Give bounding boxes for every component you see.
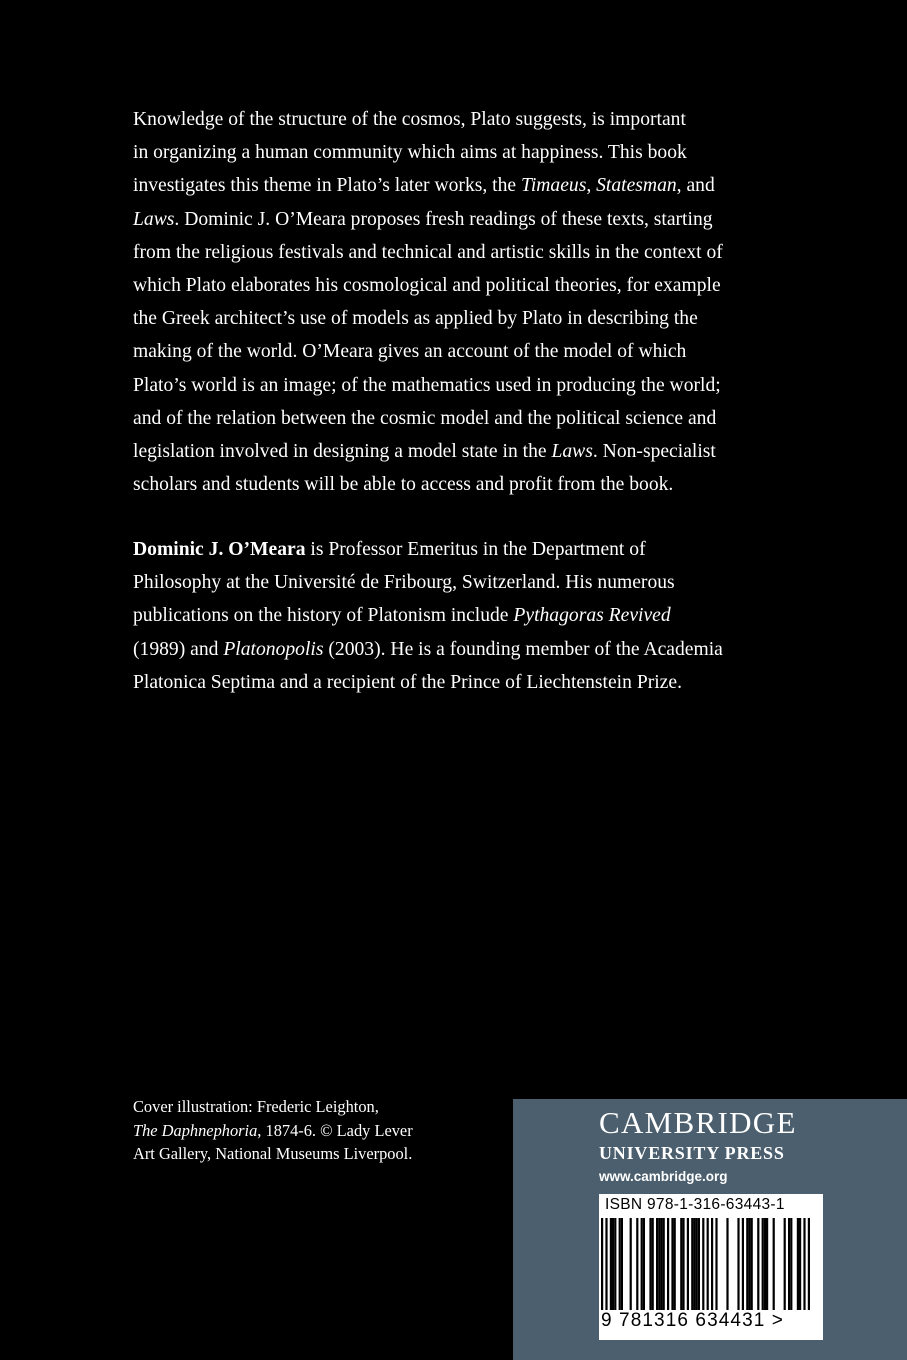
barcode-bar (711, 1218, 713, 1310)
barcode-bar (790, 1218, 792, 1310)
barcode-bar (748, 1218, 750, 1310)
text-line: (1989) and Platonopolis (2003). He is a founding member of the Academia (133, 638, 723, 660)
barcode-bar (667, 1218, 669, 1310)
text-line: making of the world. O’Meara gives an account of the model of which (133, 341, 687, 363)
barcode-bar (799, 1218, 801, 1310)
text-line: Knowledge of the structure of the cosmos, Plato suggests, is important (133, 109, 686, 130)
publisher-panel (513, 1099, 907, 1360)
barcode-bar (656, 1218, 658, 1310)
text-line: Laws. Dominic J. O’Meara proposes fresh readings of these texts, starting (133, 208, 713, 230)
barcode-number: 9 781316 634431 > (601, 1310, 785, 1331)
barcode-bar (682, 1218, 684, 1310)
barcode-bar (788, 1218, 790, 1310)
publisher-name-text: CAMBRIDGE (599, 1105, 797, 1140)
text-line: Philosophy at the Université de Fribourg, Switzerland. His numerous (133, 572, 675, 594)
barcode-bar (605, 1218, 607, 1310)
barcode-bar (601, 1218, 603, 1310)
barcode-bar (803, 1218, 805, 1310)
text-line: legislation involved in designing a model state in the Laws. Non-specialist (133, 441, 716, 463)
barcode-bar (693, 1218, 695, 1310)
barcode-bar (797, 1218, 799, 1310)
cover-credit (133, 1095, 413, 1166)
barcode-bar (773, 1218, 775, 1310)
italic-title: Timaeus (521, 175, 587, 197)
barcode-bar (726, 1218, 728, 1310)
barcode-bar (614, 1218, 616, 1310)
barcode-bar (636, 1218, 638, 1310)
barcode-bar (660, 1218, 662, 1310)
barcode-bar (757, 1218, 759, 1310)
text-line: Art Gallery, National Museums Liverpool. (133, 1144, 413, 1163)
text-line: Cover illustration: Frederic Leighton, (133, 1097, 379, 1116)
isbn-label: ISBN 978-1-316-63443-1 (605, 1196, 785, 1213)
barcode-bar (764, 1218, 766, 1310)
text-line: investigates this theme in Plato’s later works, the Timaeus, Statesman, and (133, 175, 715, 197)
barcode-bar (630, 1218, 632, 1310)
barcode-bar (766, 1218, 768, 1310)
barcode-bar (649, 1218, 651, 1310)
barcode-bar (687, 1218, 689, 1310)
text-line: publications on the history of Platonism include Pythagoras Revived (133, 605, 671, 627)
barcode-bar (742, 1218, 744, 1310)
italic-title: Platonopolis (223, 638, 324, 660)
barcode-bar (652, 1218, 654, 1310)
barcode-bar (612, 1218, 614, 1310)
text-line: The Daphnephoria, 1874-6. © Lady Lever (133, 1120, 413, 1140)
author-bio (133, 533, 783, 699)
publisher-url: www.cambridge.org (599, 1169, 728, 1184)
barcode-bar (619, 1218, 621, 1310)
text-line: the Greek architect’s use of models as applied by Plato in describing the (133, 308, 698, 330)
text-line: Platonica Septima and a recipient of the Prince of Liechtenstein Prize. (133, 671, 682, 693)
barcode-bar (680, 1218, 682, 1310)
text-line: which Plato elaborates his cosmological and political theories, for example (133, 275, 721, 297)
text-line: and of the relation between the cosmic model and the political science and (133, 407, 717, 429)
barcode-bar (746, 1218, 748, 1310)
author-name: Dominic J. O’Meara (133, 539, 306, 560)
barcode-bar (715, 1218, 717, 1310)
text-line: from the religious festivals and technical and artistic skills in the context of (133, 241, 723, 263)
publisher-name (599, 1105, 797, 1141)
barcode-bar (674, 1218, 676, 1310)
barcode-bar (784, 1218, 786, 1310)
barcode-bar (702, 1218, 704, 1310)
barcode-bar (671, 1218, 673, 1310)
italic-title: Laws (133, 208, 175, 230)
barcode-bar (737, 1218, 739, 1310)
barcode-bar (610, 1218, 612, 1310)
italic-title: Statesman (596, 175, 677, 197)
barcode-bar (643, 1218, 645, 1310)
barcode-box (599, 1194, 823, 1340)
text-line: scholars and students will be able to access and profit from the book. (133, 474, 674, 496)
text-line: Dominic J. O’Meara is Professor Emeritus in the Department of (133, 539, 646, 560)
italic-title: The Daphnephoria (133, 1120, 258, 1140)
barcode-bar (641, 1218, 643, 1310)
publisher-subtitle: UNIVERSITY PRESS (599, 1143, 785, 1163)
barcode-bar (663, 1218, 665, 1310)
text-line: Plato’s world is an image; of the mathematics used in producing the world; (133, 374, 721, 396)
barcode-bar (751, 1218, 753, 1310)
barcode-bar (698, 1218, 700, 1310)
barcode-bar (762, 1218, 764, 1310)
barcode-bar (696, 1218, 698, 1310)
italic-title: Laws (551, 441, 593, 463)
barcode-bar (691, 1218, 693, 1310)
italic-title: Pythagoras Revived (513, 605, 671, 627)
barcode-bar (621, 1218, 623, 1310)
text-line: in organizing a human community which aims at happiness. This book (133, 142, 687, 164)
book-description (133, 103, 783, 501)
barcode-bar (707, 1218, 709, 1310)
barcode-bar (808, 1218, 810, 1310)
barcode-bar (658, 1218, 660, 1310)
